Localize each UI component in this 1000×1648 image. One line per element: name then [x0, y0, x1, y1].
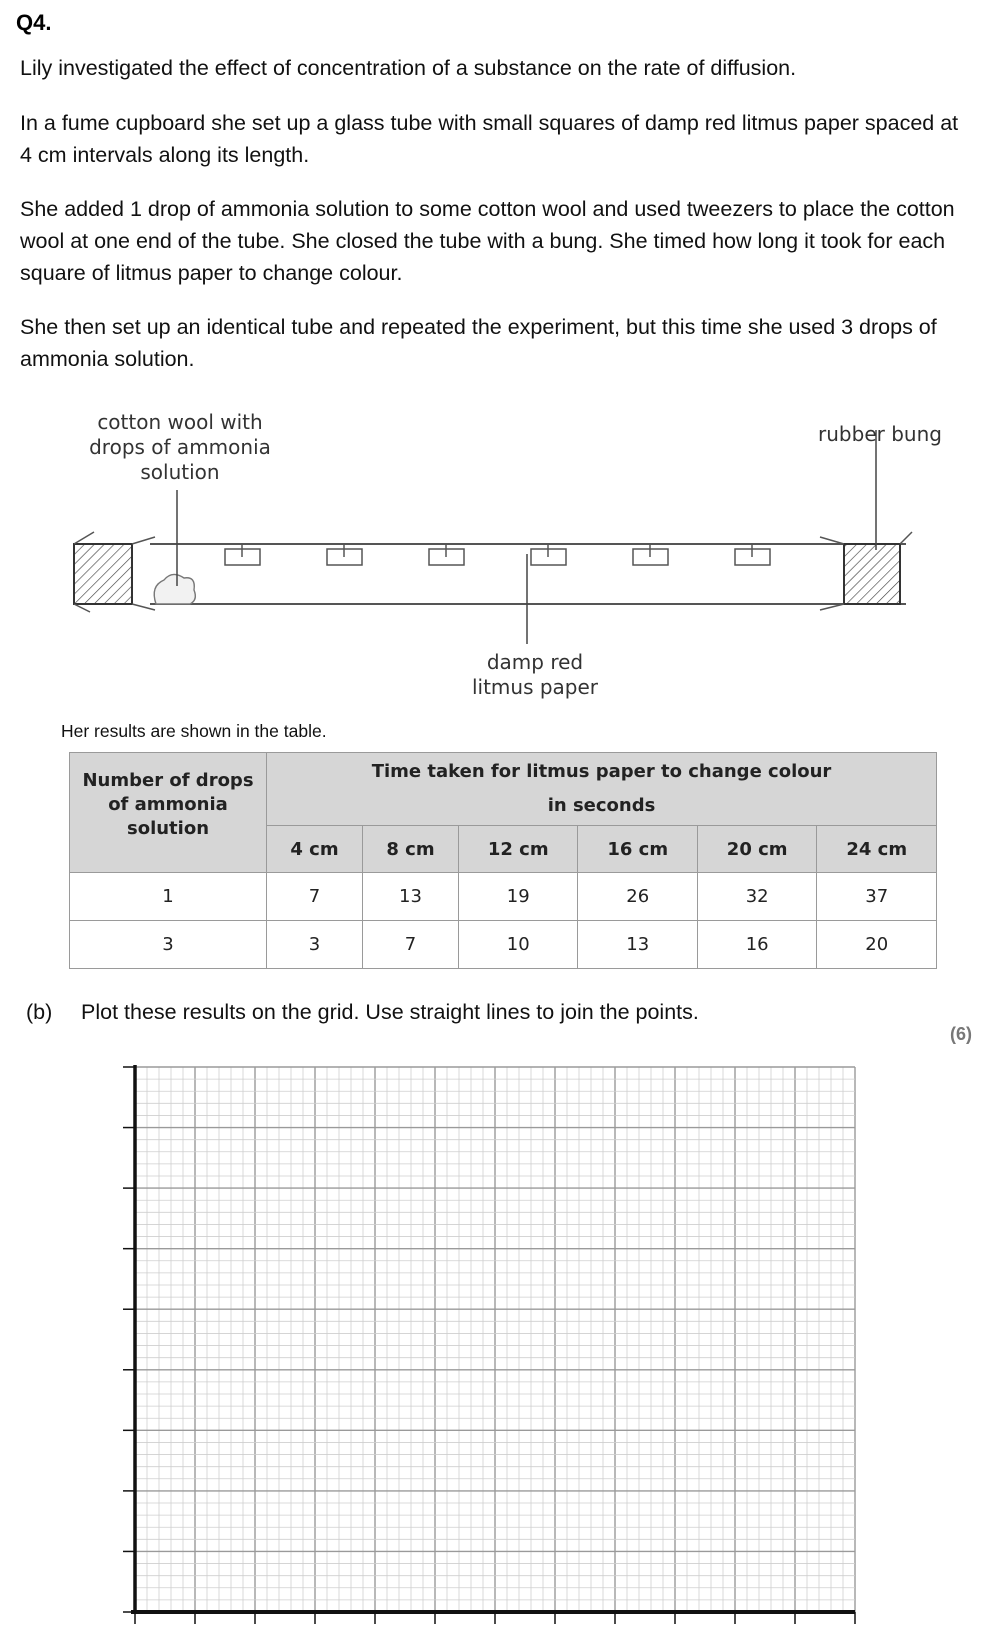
cotton-wool [154, 574, 195, 604]
part-b-instruction [26, 1000, 699, 1025]
time-cell: 7 [267, 873, 363, 921]
table-row [70, 921, 937, 969]
litmus-paper-label: damp red litmus paper [471, 650, 599, 699]
repeat-paragraph: She then set up an identical tube and repeated the experiment, but this time she used 3 drops of ammonia solution. [20, 315, 937, 371]
rubber-bung-label: rubber bung [818, 422, 942, 446]
time-cell: 16 [697, 921, 816, 969]
time-cell: 19 [459, 873, 578, 921]
distance-header: 20 cm [697, 826, 816, 873]
table-caption: Her results are shown in the table. [61, 721, 327, 741]
distance-header: 12 cm [459, 826, 578, 873]
right-bung [844, 544, 900, 604]
time-cell: 3 [267, 921, 363, 969]
apparatus-diagram [60, 400, 960, 710]
marks-indicator: (6) [950, 1024, 972, 1044]
time-cell: 13 [363, 873, 459, 921]
time-cell: 7 [363, 921, 459, 969]
left-bung [74, 544, 132, 604]
time-cell: 20 [817, 921, 937, 969]
drops-cell: 1 [70, 873, 267, 921]
distance-header: 4 cm [267, 826, 363, 873]
graph-paper-grid[interactable] [115, 1065, 875, 1645]
time-cell: 10 [459, 921, 578, 969]
table-row [70, 873, 937, 921]
drops-cell: 3 [70, 921, 267, 969]
time-cell: 37 [817, 873, 937, 921]
drops-column-header: Number of drops of ammonia solution [70, 753, 267, 873]
distance-header: 8 cm [363, 826, 459, 873]
question-number: Q4. [16, 10, 52, 35]
part-b-text: Plot these results on the grid. Use straight lines to join the points. [81, 1000, 699, 1024]
part-b-label: (b) [26, 1000, 53, 1024]
intro-paragraph: Lily investigated the effect of concentration of a substance on the rate of diffusion. [20, 56, 797, 80]
setup-paragraph: In a fume cupboard she set up a glass tube with small squares of damp red litmus paper spaced at 4 cm intervals along its length. [20, 111, 959, 167]
results-table [69, 752, 937, 969]
method-paragraph: She added 1 drop of ammonia solution to some cotton wool and used tweezers to place the cotton wool at one end of the tube. She closed the tube with a bung. She timed how long it took for each square of litmus paper to change colour. [20, 197, 955, 285]
distance-header: 24 cm [817, 826, 937, 873]
time-cell: 26 [578, 873, 697, 921]
time-column-header: Time taken for litmus paper to change colour in seconds [267, 753, 937, 826]
time-cell: 32 [697, 873, 816, 921]
distance-header: 16 cm [578, 826, 697, 873]
cotton-wool-label: cotton wool with drops of ammonia solution [89, 410, 271, 484]
time-cell: 13 [578, 921, 697, 969]
